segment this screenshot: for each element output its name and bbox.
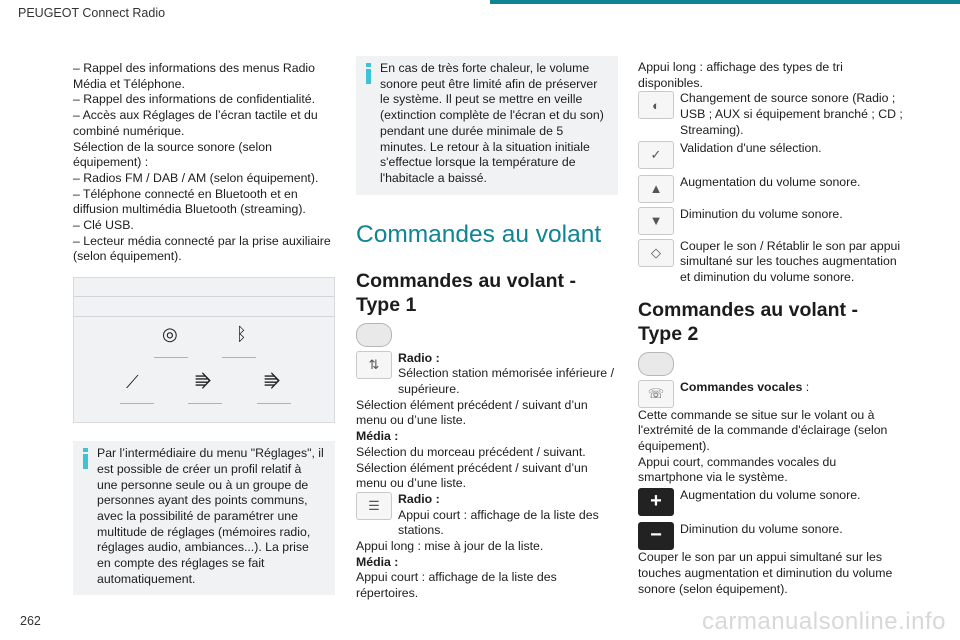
radio-waves-icon: ◎ (162, 324, 178, 345)
volume-down-control-icon: ▼ (638, 207, 674, 235)
divider (154, 357, 188, 358)
text-line: Sélection du morceau précédent / suivant. (356, 444, 586, 459)
text-line: – Clé USB. (73, 218, 134, 233)
document-header: PEUGEOT Connect Radio (18, 6, 166, 20)
text-line: – Accès aux Réglages de l’écran tactile et du combiné numérique. (73, 108, 318, 138)
label: Radio : (398, 350, 440, 365)
bluetooth-icon: ᛒ (236, 324, 247, 345)
validate-control-icon: ✓ (638, 141, 674, 169)
info-text: En cas de très forte chaleur, le volume sonore peut être limité afin de préserver le système. Il peut se mettre en veille (extinction complète de l'écran et du son) pendant une durée minimale de 5 minutes. Le retour à la situation initiale s'effectue lorsque la température de l'habitacle a baissé. (380, 61, 604, 185)
label: Radio : (398, 491, 440, 506)
text-line: Validation d'une sélection. (680, 140, 822, 155)
plus-icon: + (638, 488, 674, 516)
text-line: – Lecteur média connecté par la prise auxiliaire (selon équipement). (73, 233, 331, 264)
text-line: Augmentation du volume sonore. (680, 488, 861, 503)
volume-up-control-icon: ▲ (638, 175, 674, 203)
text-line: Sélection de la source sonore (selon équipement) : (73, 139, 272, 170)
info-box (356, 56, 618, 195)
divider (120, 403, 154, 404)
usb-icon: ⭆ (195, 372, 212, 393)
text-line: Appui long : mise à jour de la liste. (356, 539, 544, 554)
text-line: Diminution du volume sonore. (680, 206, 843, 221)
subheading: Commandes au volant - Type 2 (638, 298, 858, 345)
column-3 (638, 60, 903, 597)
label: Média : (356, 429, 399, 444)
watermark: carmanualsonline.info (702, 608, 946, 635)
mute-control-icon: ◇ (638, 239, 674, 267)
text-line: Appui long : affichage des types de tri disponibles. (638, 60, 843, 90)
column-2 (356, 56, 618, 602)
column-1 (73, 61, 335, 595)
label: Média : (356, 554, 399, 569)
info-text: Par l’intermédiaire du menu "Réglages", il est possible de créer un profil relatif à une personne seule ou à un groupe de personnes ayant des points communs, avec la possibilité de paramétrer une multitude de réglages (mémoires radio, réglages audio, ambiances...). La prise en compte des réglages se fait automatiquement. (97, 446, 324, 586)
usb-icon-2: ⭆ (264, 372, 281, 393)
text-line: Appui court : affichage de la liste des stations. (398, 507, 599, 538)
text-line: Cette commande se situe sur le volant ou à l'extrémité de la commande d'éclairage (selon équipement). (638, 407, 888, 454)
text-line: – Radios FM / DAB / AM (selon équipement). (73, 170, 319, 185)
subheading: Commandes au volant - Type 1 (356, 269, 576, 316)
source-control-icon: ◐ (638, 91, 674, 119)
divider (257, 403, 291, 404)
divider (222, 357, 256, 358)
voice-command-icon: ☏ (638, 380, 674, 408)
text-line: Sélection élément précédent / suivant d’un menu ou d’une liste. (356, 460, 588, 491)
text-line: Appui court, commandes vocales du smartphone via le système. (638, 454, 837, 485)
label-line: Commandes vocales : (680, 379, 810, 394)
arrows-control-icon: ⇅ (356, 351, 392, 379)
page-number: 262 (20, 614, 41, 628)
source-screen-illustration (73, 277, 335, 423)
text-line: Sélection élément précédent / suivant d’un menu ou d’une liste. (356, 397, 588, 428)
info-box (73, 441, 335, 595)
info-icon (83, 448, 88, 469)
aux-jack-icon: ⟋ (126, 372, 139, 393)
text-line: Augmentation du volume sonore. (680, 174, 861, 189)
text-line: Couper le son / Rétablir le son par appui simultané sur les touches augmentation et diminution du volume sonore. (680, 238, 901, 284)
text-line: Appui court : affichage de la liste des répertoires. (356, 570, 557, 601)
text-line: – Rappel des informations de confidentialité. (73, 92, 315, 107)
text-line: Diminution du volume sonore. (680, 522, 843, 537)
header-accent-bar (490, 0, 960, 4)
text-line: Sélection station mémorisée inférieure / supérieure. (398, 366, 614, 397)
steering-wheel-icon (638, 352, 674, 376)
info-icon (366, 63, 371, 84)
text-line: Changement de source sonore (Radio ; USB ; AUX si équipement branché ; CD ; Streaming). (680, 91, 903, 137)
list-control-icon: ☰ (356, 492, 392, 520)
text-line: Couper le son par un appui simultané sur les touches augmentation et diminution du volume sonore (selon équipement). (638, 550, 893, 596)
text-line: – Téléphone connecté en Bluetooth et en diffusion multimédia Bluetooth (streaming). (73, 186, 306, 217)
steering-wheel-icon (356, 323, 392, 347)
text-line: – Rappel des informations des menus Radio Média et Téléphone. (73, 61, 315, 91)
divider (188, 403, 222, 404)
minus-icon: − (638, 522, 674, 550)
section-heading: Commandes au volant (356, 220, 602, 248)
